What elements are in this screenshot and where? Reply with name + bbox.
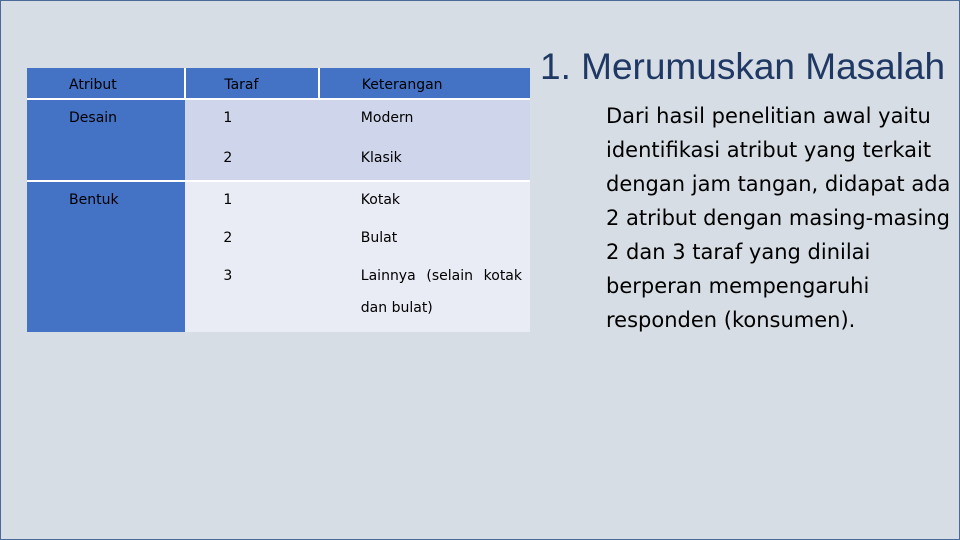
header-atribut: Atribut bbox=[27, 68, 185, 98]
cell-keterangan: Lainnya (selain kotak dan bulat) bbox=[360, 268, 522, 316]
cell-keterangan: Klasik bbox=[360, 150, 402, 166]
table-row bbox=[27, 100, 530, 140]
cell-taraf: 2 bbox=[223, 150, 233, 166]
cell-keterangan: Bulat bbox=[360, 230, 398, 246]
table-row bbox=[27, 220, 530, 258]
cell-taraf: 1 bbox=[223, 110, 233, 126]
table-row bbox=[27, 140, 530, 180]
table-header-row bbox=[27, 68, 530, 98]
cell-atribut: Bentuk bbox=[69, 192, 119, 208]
cell-taraf: 1 bbox=[223, 192, 233, 208]
header-taraf: Taraf bbox=[185, 68, 318, 98]
cell-atribut: Desain bbox=[69, 110, 118, 126]
table-row bbox=[27, 258, 530, 332]
cell-keterangan: Kotak bbox=[360, 192, 401, 208]
cell-taraf: 2 bbox=[223, 230, 233, 246]
slide-title: 1. Merumuskan Masalah bbox=[540, 46, 946, 87]
cell-atribut bbox=[69, 140, 185, 150]
attribute-table bbox=[27, 68, 530, 332]
cell-atribut bbox=[69, 220, 185, 230]
table-row bbox=[27, 182, 530, 220]
cell-keterangan: Modern bbox=[360, 110, 414, 126]
cell-atribut bbox=[69, 258, 185, 268]
slide-body-text: Dari hasil penelitian awal yaitu identifikasi atribut yang terkait dengan jam tangan, didapat ada 2 atribut dengan masing-masing 2 dan 3 taraf yang dinilai berperan mempengaruhi responden (konsumen). bbox=[606, 104, 951, 332]
cell-taraf: 3 bbox=[223, 268, 233, 284]
header-keterangan: Keterangan bbox=[319, 68, 530, 98]
